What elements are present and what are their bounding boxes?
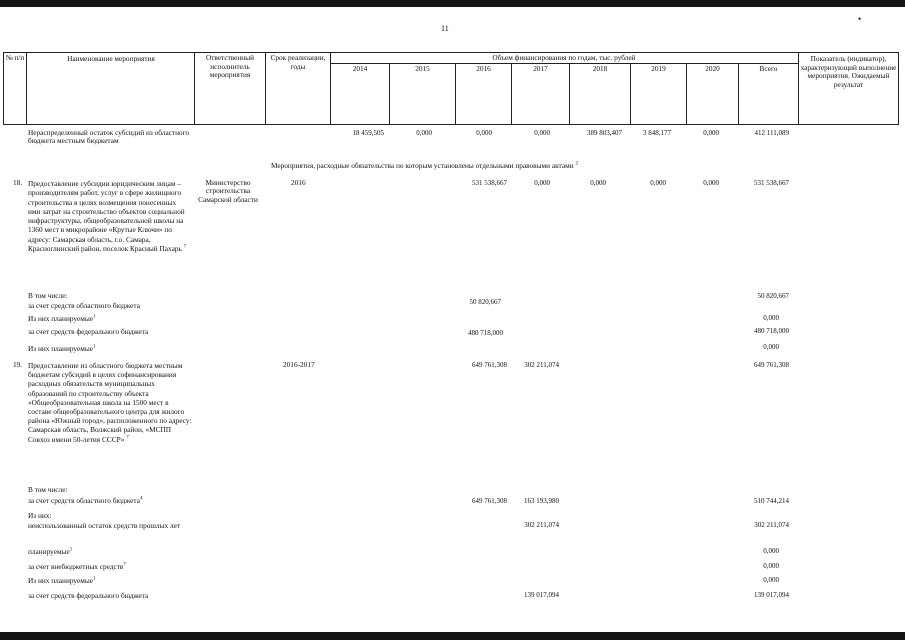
item-18-regional-2016: 50 820,667 xyxy=(469,298,501,306)
bottom-scan-border xyxy=(0,632,905,640)
item-18-planned-label: Из них планируемые$^1$ xyxy=(28,314,96,323)
item-19-unused-total: 302 211,074 xyxy=(754,521,789,529)
item-19-planned-label: планируемые$^1$ xyxy=(28,547,73,556)
header-year: 2018 xyxy=(592,64,608,73)
header-divider xyxy=(798,52,799,125)
unallocated-label: Нераспределенный остаток субсидий из областного бюджета местным бюджетам xyxy=(28,128,190,146)
item-19-planned2-label: Из них планируемые$^1$ xyxy=(28,576,96,585)
header-indicator: Показатель (индикатор), характеризующий выполнение мероприятия. Ожидаемый результат xyxy=(800,54,897,89)
header-year: 2017 xyxy=(533,64,548,73)
item-19-value-2017: 302 211,074 xyxy=(524,361,559,369)
item-18-federal-total: 480 718,000 xyxy=(754,327,789,335)
item-18-regional-total: 50 820,667 xyxy=(757,292,789,300)
item-18-planned-total: 0,000 xyxy=(763,314,779,322)
header-executor: Ответственный исполнитель мероприятия xyxy=(205,53,255,79)
item-18-value-2018: 0,000 xyxy=(590,179,606,187)
header-number: № п/п xyxy=(5,53,25,62)
header-year: 2014 xyxy=(352,64,368,73)
header-period: Срок реализации, годы xyxy=(270,53,326,71)
item-19-total: 649 761,308 xyxy=(754,361,789,369)
header-border-bottom xyxy=(3,124,899,125)
item-19-regional-2016: 649 761,308 xyxy=(472,497,507,505)
item-18-value-2019: 0,000 xyxy=(650,179,666,187)
item-19-planned-total: 0,000 xyxy=(763,547,779,555)
top-scan-border xyxy=(0,0,905,7)
header-divider xyxy=(26,52,27,125)
item-19-of-them: Из них: xyxy=(28,511,52,520)
item-19-including: В том числе: xyxy=(28,485,68,494)
unallocated-value-2020: 0,000 xyxy=(703,129,719,137)
item-18-including: В том числе: xyxy=(28,291,68,300)
header-divider xyxy=(265,52,266,125)
item-18-federal-2016: 480 718,000 xyxy=(468,329,503,337)
header-year: 2019 xyxy=(651,64,666,73)
page-number: 11 xyxy=(441,24,449,33)
item-18-regional-label: за счет средств областного бюджета xyxy=(28,301,140,310)
item-19-regional-total: 510 744,214 xyxy=(754,497,789,505)
header-year: 2016 xyxy=(476,64,491,73)
header-year: 2015 xyxy=(415,64,430,73)
unallocated-value-2017: 0,000 xyxy=(534,129,550,137)
item-19-extra-label: за счет внебюджетных средств$^7$ xyxy=(28,562,126,571)
unallocated-value-2018: 389 803,407 xyxy=(587,129,622,137)
item-18-value-2017: 0,000 xyxy=(534,179,550,187)
item-18-period: 2016 xyxy=(291,178,306,187)
item-18-name: Предоставление субсидии юридическим лицам – производителям работ, услуг в сфере жилищного строительства в целях возмещения понесенных ими затрат на строительство объектов социальной инфраструктуры, общеобразовательной школы на 1360 мест в микрорайоне «Крутые Ключи» по адресу: Самарская область, г.о. Самара, Красноглинский район, поселок Красный Пахарь $^7$ xyxy=(28,179,187,254)
item-19-federal-label: за счет средств федерального бюджета xyxy=(28,591,149,600)
table-header xyxy=(3,52,899,125)
item-18-value-2016: 531 538,667 xyxy=(472,179,507,187)
item-18-planned2-label: Из них планируемые$^1$ xyxy=(28,344,96,353)
section-title: Мероприятия, расходные обязательства по которым установлены отдельными правовыми актами $^2$ xyxy=(271,161,578,170)
header-total: Всего xyxy=(759,64,778,73)
header-border-top xyxy=(3,52,899,53)
item-19-period: 2016-2017 xyxy=(283,360,315,369)
item-18-value-2020: 0,000 xyxy=(703,179,719,187)
item-19-unused-label: неиспользованный остаток средств прошлых лет xyxy=(28,521,181,530)
item-19-planned2-total: 0,000 xyxy=(763,576,779,584)
header-divider xyxy=(330,63,798,64)
item-19-regional-2017: 163 193,980 xyxy=(524,497,559,505)
unallocated-value-2019: 3 848,177 xyxy=(643,129,671,137)
item-19-federal-total: 139 017,094 xyxy=(754,591,789,599)
item-18-total: 531 538,667 xyxy=(754,179,789,187)
header-year: 2020 xyxy=(705,64,720,73)
item-19-federal-2017: 139 017,094 xyxy=(524,591,559,599)
item-18-number: 18. xyxy=(13,178,23,187)
unallocated-total: 412 111,089 xyxy=(754,129,789,137)
header-divider xyxy=(194,52,195,125)
corner-mark: • xyxy=(858,14,862,24)
item-18-executor: Министерство строительства Самарской области xyxy=(198,178,258,204)
item-19-regional-label: за счет средств областного бюджета$^4$ xyxy=(28,496,143,505)
item-18-federal-label: за счет средств федерального бюджета xyxy=(28,327,149,336)
header-border-left xyxy=(3,52,4,125)
unallocated-value-2014: 18 459,505 xyxy=(352,129,384,137)
item-18-planned2-total: 0,000 xyxy=(763,343,779,351)
header-border-right xyxy=(898,52,899,125)
item-19-unused-2017: 302 211,074 xyxy=(524,521,559,529)
item-19-number: 19. xyxy=(13,360,23,369)
unallocated-value-2016: 0,000 xyxy=(476,129,492,137)
item-19-extra-total: 0,000 xyxy=(763,562,779,570)
header-funding: Объем финансирования по годам, тыс. рублей xyxy=(492,53,636,62)
item-19-value-2016: 649 761,308 xyxy=(472,361,507,369)
unallocated-value-2015: 0,000 xyxy=(416,129,432,137)
header-measure-name: Наименование мероприятия xyxy=(67,54,155,63)
item-19-name: Предоставление из областного бюджета местным бюджетам субсидий в целях софинансирования расходных обязательств муниципальных образований по строительству объекта «Общеобразовательная школа на 1500 мест в составе общеобразовательного центра для жилого района «Южный город», расположенного по адресу: Самарская область, Волжский район, «МСПП Совхоз имени 50-летия СССР» $^7$ xyxy=(28,361,192,444)
